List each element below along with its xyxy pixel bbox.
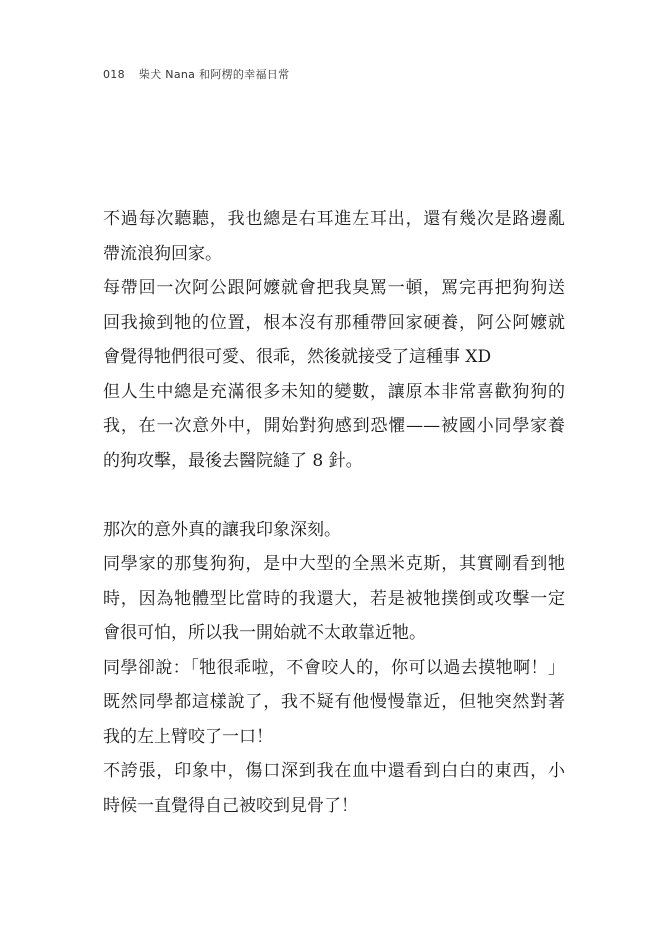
book-title: 柴犬 Nana 和阿楞的幸福日常 <box>138 68 290 81</box>
text-line: 的狗攻擊，最後去醫院縫了 8 針。 <box>103 450 363 471</box>
section-gap <box>103 478 565 513</box>
running-header <box>103 66 289 82</box>
paragraph-5 <box>103 547 565 651</box>
paragraph-3 <box>103 375 565 479</box>
paragraph-1 <box>103 202 565 271</box>
paragraph-2 <box>103 271 565 375</box>
text-line: 會覺得牠們很可愛、很乖，然後就接受了這種事 XD <box>103 347 492 367</box>
text-line: 我，在一次意外中，開始對狗感到恐懼——被國小同學家養 <box>103 416 565 436</box>
text-line: 時候一直覺得自己被咬到見骨了！ <box>103 795 358 816</box>
text-line: 那次的意外真的讓我印象深刻。 <box>103 519 341 540</box>
text-line: 會很可怕，所以我一開始就不太敢靠近牠。 <box>103 623 426 643</box>
body-text <box>103 202 565 823</box>
text-line: 帶流浪狗回家。 <box>103 243 222 264</box>
paragraph-7 <box>103 685 565 754</box>
text-line: 回我撿到牠的位置，根本沒有那種帶回家硬養，阿公阿嬤就 <box>103 312 565 333</box>
paragraph-4 <box>103 513 565 548</box>
text-line: 既然同學都這樣說了，我不疑有他慢慢靠近，但牠突然對著 <box>103 692 565 712</box>
text-line: 我的左上臂咬了一口！ <box>103 726 273 747</box>
text-line: 但人生中總是充滿很多未知的變數，讓原本非常喜歡狗狗的 <box>103 381 565 402</box>
paragraph-6 <box>103 651 565 686</box>
text-line: 同學家的那隻狗狗，是中大型的全黑米克斯，其實剛看到牠 <box>103 554 565 574</box>
text-line: 不過每次聽聽，我也總是右耳進左耳出，還有幾次是路邊亂 <box>103 209 565 229</box>
text-line: 每帶回一次阿公跟阿嬤就會把我臭罵一頓，罵完再把狗狗送 <box>103 278 565 298</box>
text-line: 同學卻說：「牠很乖啦，不會咬人的，你可以過去摸牠啊！」 <box>103 657 565 678</box>
text-line: 時，因為牠體型比當時的我還大，若是被牠撲倒或攻擊一定 <box>103 588 565 609</box>
page-number: 018 <box>103 68 125 81</box>
paragraph-8 <box>103 754 565 823</box>
text-line: 不誇張，印象中，傷口深到我在血中還看到白白的東西，小 <box>103 761 565 781</box>
